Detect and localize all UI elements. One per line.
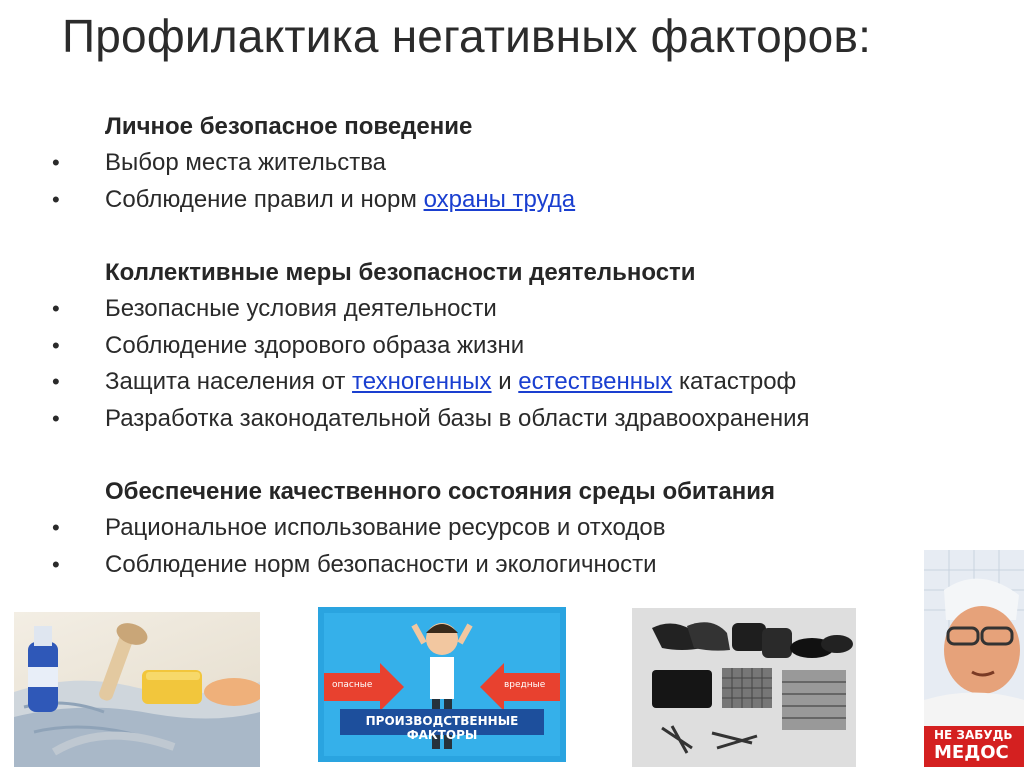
- bullet-dot: •: [52, 551, 60, 577]
- ppe-illustration: [632, 608, 856, 767]
- poster-text-line2: МЕДОС: [934, 742, 1009, 763]
- list-item: • Соблюдение здорового образа жизни: [0, 328, 1024, 365]
- list-item: • Защита населения от техногенных и естественных катастроф: [0, 364, 1024, 401]
- bullet-dot: •: [52, 369, 60, 394]
- link-labor-protection[interactable]: охраны труда: [423, 185, 576, 213]
- dangerous-label: опасные: [332, 680, 373, 690]
- poster-text-line1: НЕ ЗАБУДЬ: [934, 728, 1013, 742]
- content: [0, 108, 1024, 583]
- section-personal: [0, 108, 1024, 218]
- list-item: • Соблюдение норм безопасности и экологичности: [0, 547, 1024, 584]
- production-factors-image: [318, 607, 566, 762]
- section-heading: Личное безопасное поведение: [105, 113, 473, 140]
- list-item: • Рациональное использование ресурсов и отходов: [0, 510, 1024, 547]
- link-technogenic[interactable]: техногенных: [352, 368, 492, 395]
- bullet-dot: •: [52, 405, 60, 431]
- production-factors-banner: ПРОИЗВОДСТВЕННЫЕ ФАКТОРЫ: [365, 714, 519, 742]
- section-environment: [0, 473, 1024, 583]
- list-item: • Соблюдение правил и норм охраны труда: [0, 182, 1024, 219]
- hygiene-illustration: [14, 612, 260, 767]
- link-natural[interactable]: естественных: [518, 368, 673, 395]
- protective-equipment-image: [632, 608, 856, 767]
- bullet-dot: •: [52, 515, 60, 540]
- medical-poster-image: [924, 550, 1024, 767]
- bullet-list: [0, 145, 1024, 218]
- page-title: Профилактика негативных факторов:: [62, 10, 872, 62]
- hygiene-items-image: [14, 612, 260, 767]
- list-item: • Безопасные условия деятельности: [0, 291, 1024, 328]
- bullet-dot: •: [52, 186, 60, 212]
- list-item: • Выбор места жительства: [0, 145, 1024, 182]
- bullet-list: [0, 510, 1024, 583]
- section-heading: Коллективные меры безопасности деятельности: [105, 259, 696, 286]
- bullet-dot: •: [52, 150, 60, 175]
- section-collective: [0, 254, 1024, 437]
- bullet-dot: •: [52, 296, 60, 321]
- bullet-dot: •: [52, 332, 60, 358]
- list-item: • Разработка законодательной базы в области здравоохранения: [0, 401, 1024, 438]
- harmful-label: вредные: [504, 680, 546, 690]
- section-heading: Обеспечение качественного состояния среды обитания: [105, 478, 776, 505]
- bullet-list: [0, 291, 1024, 437]
